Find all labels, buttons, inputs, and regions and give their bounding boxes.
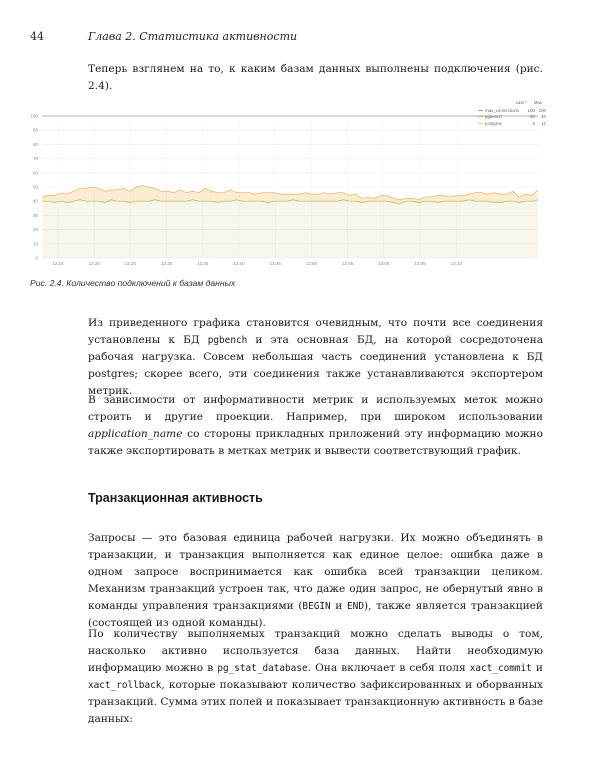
y-tick-label: 60 xyxy=(32,170,38,176)
intro-paragraph: Теперь взглянем на то, к каким базам данных выполнены подключения (рис. 2.4). xyxy=(88,63,543,92)
p1-text-b: и эта основная БД, на которой сосредоточена рабочая нагрузка. Совсем небольшая часть соединений установлена к БД postgres; скорее всего, эти соединения также устанавливаются экспортером метрик. xyxy=(88,334,544,397)
y-tick-label: 10 xyxy=(32,241,38,247)
p4-text-a: По количеству выполняемых транзакций можно сделать выводы о том, насколько активно используется база данных. Найти необходимую информацию можно в xyxy=(88,628,543,674)
x-tick-label: 12:45 xyxy=(269,261,281,266)
code-end: END xyxy=(347,601,364,612)
y-tick-label: 90 xyxy=(32,127,38,133)
legend-max: 40 xyxy=(541,114,546,120)
y-tick-label: 40 xyxy=(32,198,38,204)
chapter-title: Глава 2. Статистика активности xyxy=(88,30,298,43)
x-tick-label: 12:50 xyxy=(305,261,318,266)
chart-legend xyxy=(478,100,546,127)
p1-text-a: Из приведенного графика становится очевидным, что почти все соединения установлены к БД xyxy=(88,317,543,346)
series-area-pgbench xyxy=(42,200,538,258)
p3-text-a: Запросы — это базовая единица рабочей нагрузки. Их можно объединять в транзакции, и транзакция выполняется как единое целое: ошибка даже в одном запросе воспринимается как ошибка всей транзакции целиком. Механизм транзакций устроен так, что даже один запрос, не обернутый явно в команды управления транзакциями ( xyxy=(88,532,543,612)
legend-header xyxy=(478,100,546,107)
legend-last: 40 xyxy=(530,114,535,120)
legend-series-name: postgres xyxy=(485,120,502,126)
p4-text-b: , которые показывают количество зафиксированных и оборванных транзакций. Сумма этих полей и показывает транзакционную активность в базе данных: xyxy=(88,679,543,725)
x-tick-label: 12:40 xyxy=(233,261,245,266)
x-tick-label: 13:10 xyxy=(450,261,462,266)
p2-text-b: со стороны прикладных приложений эту информацию можно также экспортировать в метках метрик и вывести соответствующий график. xyxy=(88,428,543,457)
x-tick-label: 12:15 xyxy=(52,261,64,266)
legend-series-name: max_connections xyxy=(485,107,520,113)
paragraph-3 xyxy=(88,530,543,632)
legend-row-pgbench[interactable] xyxy=(478,114,546,121)
y-tick-label: 100 xyxy=(30,113,38,119)
y-tick-label: 50 xyxy=(32,184,38,190)
legend-swatch xyxy=(478,116,483,117)
x-tick-label: 13:00 xyxy=(378,261,390,266)
p3-text-m: и xyxy=(330,600,348,612)
legend-header-last: Last * xyxy=(515,100,527,105)
x-tick-label: 12:55 xyxy=(341,261,354,266)
code-begin: BEGIN xyxy=(302,601,331,612)
paragraph-1 xyxy=(88,315,543,400)
figure-caption: Рис. 2.4. Количество подключений к базам данных xyxy=(30,278,236,288)
paragraph-2 xyxy=(88,392,543,460)
legend-swatch xyxy=(478,123,483,124)
x-tick-label: 12:35 xyxy=(197,261,209,266)
page-number: 44 xyxy=(30,30,44,43)
y-tick-label: 20 xyxy=(32,227,38,233)
section-heading: Транзакционная активность xyxy=(88,491,263,505)
y-tick-label: 80 xyxy=(32,141,38,147)
x-tick-label: 12:25 xyxy=(124,261,137,266)
connections-chart xyxy=(28,98,548,270)
y-tick-label: 70 xyxy=(32,156,38,162)
legend-max: 100 xyxy=(538,107,546,113)
legend-swatch xyxy=(478,110,483,111)
chart-canvas xyxy=(28,98,548,270)
p3-text-b: ), также является транзакцией (состоящей из одной команды). xyxy=(88,600,543,629)
x-tick-label: 12:20 xyxy=(88,261,100,266)
x-tick-label: 13:05 xyxy=(414,261,426,266)
legend-max: 11 xyxy=(541,120,546,126)
term-application-name: application_name xyxy=(88,428,183,440)
y-tick-label: 30 xyxy=(32,212,38,218)
legend-last: 6 xyxy=(532,120,535,126)
x-tick-label: 12:30 xyxy=(160,261,173,266)
legend-row-max-connections[interactable] xyxy=(478,107,546,114)
paragraph-4 xyxy=(88,626,543,728)
legend-last: 100 xyxy=(527,107,535,113)
code-pg-stat-database: pg_stat_database xyxy=(217,663,308,674)
legend-series-name: pgbench xyxy=(485,114,502,120)
p2-text-a: В зависимости от информативности метрик и используемых меток можно строить и другие проекции. Например, при широком использовании xyxy=(88,394,543,423)
y-tick-label: 0 xyxy=(35,255,38,261)
legend-header-max: Max xyxy=(533,100,542,105)
code-xact-rollback: xact_rollback xyxy=(88,680,162,691)
code-xact-commit: xact_commit xyxy=(469,663,532,674)
legend-row-postgres[interactable] xyxy=(478,120,546,127)
p4-text-m2: и xyxy=(531,662,543,674)
code-pgbench: pgbench xyxy=(207,335,248,346)
p4-text-m1: . Она включает в себя поля xyxy=(307,662,470,674)
